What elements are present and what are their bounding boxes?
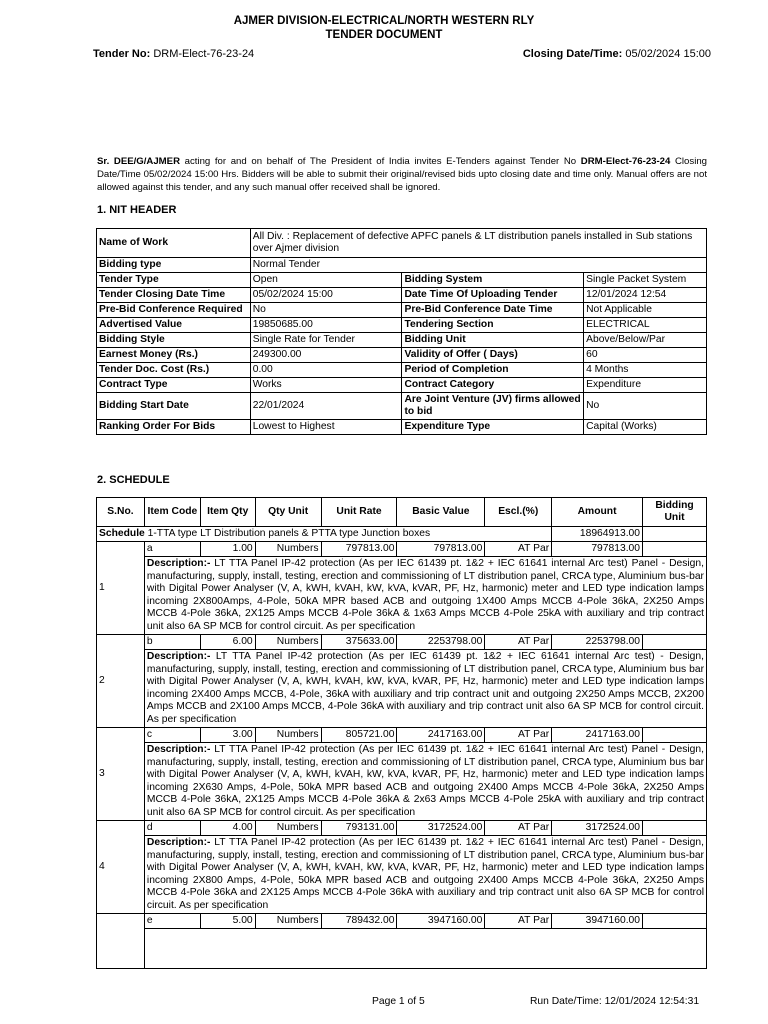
- nit-value: Single Packet System: [584, 273, 707, 288]
- tender-no: [93, 48, 254, 60]
- escalation: AT Par: [485, 914, 552, 929]
- item-description: [144, 743, 706, 821]
- schedule-column-header: Basic Value: [397, 498, 485, 527]
- nit-value: 60: [584, 348, 707, 363]
- nit-value: Lowest to Highest: [250, 420, 402, 435]
- item-qty: 6.00: [200, 635, 255, 650]
- item-qty: 3.00: [200, 728, 255, 743]
- schedule-item-row: [97, 542, 707, 557]
- basic-value: 3947160.00: [397, 914, 485, 929]
- nit-row: [97, 333, 707, 348]
- nit-value: Not Applicable: [584, 303, 707, 318]
- tender-no-value: DRM-Elect-76-23-24: [153, 48, 255, 60]
- nit-row: [97, 378, 707, 393]
- schedule-description-row: [97, 929, 707, 969]
- schedule-description-row: [97, 743, 707, 821]
- bidding-unit: [643, 728, 707, 743]
- nit-row: [97, 363, 707, 378]
- schedule-header-row: [97, 498, 707, 527]
- unit-rate: 793131.00: [321, 821, 397, 836]
- intro-text-2: Closing Date/Time 05/02/2024 15:00 Hrs. Bidders will be able to submit their original/revised bids upto closing date and time only. Manual offers are not allowed against this tender, and any such manual offer received shall be ignored.: [97, 156, 707, 193]
- nit-value: 19850685.00: [250, 318, 402, 333]
- nit-label: Pre-Bid Conference Date Time: [402, 303, 584, 318]
- bidding-unit: [643, 821, 707, 836]
- intro-paragraph: [97, 155, 707, 194]
- nit-label: Name of Work: [97, 229, 251, 258]
- qty-unit: Numbers: [255, 635, 321, 650]
- nit-value: 0.00: [250, 363, 402, 378]
- description-label: Description:-: [146, 837, 211, 848]
- nit-row: [97, 348, 707, 363]
- nit-value: No: [250, 303, 402, 318]
- nit-value: 4 Months: [584, 363, 707, 378]
- serial-number: 1: [97, 542, 145, 635]
- nit-value: Single Rate for Tender: [250, 333, 402, 348]
- unit-rate: 797813.00: [321, 542, 397, 557]
- nit-value: 05/02/2024 15:00: [250, 288, 402, 303]
- unit-rate: 805721.00: [321, 728, 397, 743]
- item-code: c: [144, 728, 200, 743]
- nit-label: Date Time Of Uploading Tender: [402, 288, 584, 303]
- item-code: d: [144, 821, 200, 836]
- nit-label: Earnest Money (Rs.): [97, 348, 251, 363]
- nit-label: Ranking Order For Bids: [97, 420, 251, 435]
- item-qty: 4.00: [200, 821, 255, 836]
- schedule-description-row: [97, 557, 707, 635]
- serial-number: 3: [97, 728, 145, 821]
- schedule-column-header: Bidding Unit: [643, 498, 707, 527]
- intro-tender-no: DRM-Elect-76-23-24: [580, 156, 671, 167]
- intro-issuer: Sr. DEE/G/AJMER: [97, 156, 181, 167]
- serial-number: 4: [97, 821, 145, 914]
- schedule-description-row: [97, 650, 707, 728]
- nit-value: Capital (Works): [584, 420, 707, 435]
- schedule-group-bidding-unit: [643, 527, 707, 542]
- nit-value: ELECTRICAL: [584, 318, 707, 333]
- amount: 797813.00: [552, 542, 643, 557]
- nit-label: Tendering Section: [402, 318, 584, 333]
- basic-value: 2417163.00: [397, 728, 485, 743]
- qty-unit: Numbers: [255, 542, 321, 557]
- escalation: AT Par: [485, 821, 552, 836]
- schedule-column-header: Escl.(%): [485, 498, 552, 527]
- qty-unit: Numbers: [255, 728, 321, 743]
- nit-row: [97, 229, 707, 258]
- nit-value: 22/01/2024: [250, 393, 402, 420]
- nit-label: Are Joint Venture (JV) firms allowed to bid: [402, 393, 584, 420]
- nit-row: [97, 273, 707, 288]
- schedule-group-cell: [97, 527, 552, 542]
- qty-unit: Numbers: [255, 914, 321, 929]
- intro-text-1: acting for and on behalf of The President of India invites E-Tenders against Tender No: [180, 156, 581, 167]
- nit-label: Tender Type: [97, 273, 251, 288]
- nit-label: Period of Completion: [402, 363, 584, 378]
- item-qty: 1.00: [200, 542, 255, 557]
- escalation: AT Par: [485, 635, 552, 650]
- nit-row: [97, 420, 707, 435]
- nit-label: Contract Category: [402, 378, 584, 393]
- closing-label: Closing Date/Time:: [522, 48, 623, 60]
- nit-label: Bidding Start Date: [97, 393, 251, 420]
- schedule-item-row: [97, 728, 707, 743]
- schedule-column-header: Item Code: [144, 498, 200, 527]
- escalation: AT Par: [485, 542, 552, 557]
- description-text: LT TTA Panel IP-42 protection (As per IEC 61439 pt. 1&2 + IEC 61641 internal Arc test) Panel - Design, manufacturing, supply, install, testing, erection and commissioning of LT distribution panel, CRCA type, Aluminium bus-bar with Digital Power Analyser (V, A, kWH, kVAH, kW, kVA, kVAR, PF, Hz, harmonic) meter and LED type indication lamps incoming 2X800Amps, 4-Pole, 50kA MPR based ACB and outgoing 1X400 Amps MCCB 4-Pole 36kA, 2X250 Amps MCCB 4-Pole 36kA, 2X125 Amps MCCB 4-Pole 36kA & 1x63 Amps MCCB 4-Pole 25kA with auxiliary and trip contract unit also 6A SP MCB for control circuit. As per specification: [146, 558, 704, 632]
- tender-meta-row: [93, 48, 711, 60]
- nit-row: [97, 303, 707, 318]
- unit-rate: 375633.00: [321, 635, 397, 650]
- escalation: AT Par: [485, 728, 552, 743]
- description-label: Description:-: [146, 744, 211, 755]
- document-title: TENDER DOCUMENT: [325, 29, 443, 41]
- basic-value: 2253798.00: [397, 635, 485, 650]
- schedule-group-label: Schedule: [99, 528, 145, 539]
- item-code: e: [144, 914, 200, 929]
- schedule-column-header: Qty Unit: [255, 498, 321, 527]
- tender-no-label: Tender No:: [93, 48, 151, 60]
- nit-label: Bidding Unit: [402, 333, 584, 348]
- item-code: b: [144, 635, 200, 650]
- schedule-column-header: S.No.: [97, 498, 145, 527]
- amount: 3947160.00: [552, 914, 643, 929]
- schedule-table: [96, 497, 707, 969]
- description-text: LT TTA Panel IP-42 protection (As per IEC 61439 pt. 1&2 + IEC 61641 internal Arc test) - Design, manufacturing, supply, install, testing, erection and commissioning of LT distribution panel, CRCA type, Aluminium bus bar with Digital Power Analyser (V, A, kWH, kVAH, kW, kVA, kVAR, PF, Hz, harmonic) meter and LED type indication lamps incoming 2X400 Amps MCCB, 4-Pole, 36kA with auxiliary and trip contract unit and outgoing 2X250 Amps MCCB, 2X200 Amps MCCB and 2X100 Amps MCCB, 4-Pole 36kA with auxiliary and trip contract unit also 6A SP MCB for control circuit. As per specification: [146, 651, 704, 725]
- bidding-unit: [643, 542, 707, 557]
- nit-table: [96, 228, 707, 435]
- description-label: Description:-: [146, 558, 211, 569]
- qty-unit: Numbers: [255, 821, 321, 836]
- description-label: Description:-: [146, 651, 211, 662]
- serial-number: [97, 914, 145, 969]
- schedule-item-row: [97, 821, 707, 836]
- schedule-column-header: Amount: [552, 498, 643, 527]
- nit-value: Open: [250, 273, 402, 288]
- amount: 3172524.00: [552, 821, 643, 836]
- item-description: [144, 650, 706, 728]
- nit-row: [97, 288, 707, 303]
- schedule-item-row: [97, 914, 707, 929]
- nit-label: Bidding type: [97, 258, 251, 273]
- nit-label: Bidding System: [402, 273, 584, 288]
- closing-value: 05/02/2024 15:00: [625, 48, 711, 60]
- amount: 2253798.00: [552, 635, 643, 650]
- nit-label: Pre-Bid Conference Required: [97, 303, 251, 318]
- amount: 2417163.00: [552, 728, 643, 743]
- nit-label: Expenditure Type: [402, 420, 584, 435]
- nit-value: No: [584, 393, 707, 420]
- nit-value: 249300.00: [250, 348, 402, 363]
- schedule-item-row: [97, 635, 707, 650]
- schedule-group-text: 1-TTA type LT Distribution panels & PTTA type Junction boxes: [144, 528, 431, 539]
- schedule-title: 2. SCHEDULE: [97, 474, 170, 486]
- schedule-column-header: Unit Rate: [321, 498, 397, 527]
- basic-value: 3172524.00: [397, 821, 485, 836]
- bidding-unit: [643, 635, 707, 650]
- serial-number: 2: [97, 635, 145, 728]
- nit-row: [97, 393, 707, 420]
- nit-label: Validity of Offer ( Days): [402, 348, 584, 363]
- page-number: Page 1 of 5: [372, 996, 425, 1007]
- nit-label: Advertised Value: [97, 318, 251, 333]
- nit-label: Bidding Style: [97, 333, 251, 348]
- nit-value: Normal Tender: [250, 258, 706, 273]
- item-qty: 5.00: [200, 914, 255, 929]
- schedule-description-row: [97, 836, 707, 914]
- schedule-group-row: [97, 527, 707, 542]
- closing-datetime: [523, 48, 711, 60]
- run-datetime: Run Date/Time: 12/01/2024 12:54:31: [530, 996, 700, 1007]
- item-code: a: [144, 542, 200, 557]
- nit-row: [97, 318, 707, 333]
- item-description: [144, 557, 706, 635]
- nit-label: Tender Closing Date Time: [97, 288, 251, 303]
- description-text: LT TTA Panel IP-42 protection (As per IEC 61439 pt. 1&2 + IEC 61641 internal Arc test) Panel - Design, manufacturing, supply, install, testing, erection and commissioning of LT distribution panel, CRCA type, Aluminium bus-bar with Digital Power Analyser (V, A, kWH, kVAH, kW, kVA, kVAR, PF, Hz, harmonic) meter and LED type indication lamps incoming 2X800 Amps, 4-Pole, 50kA MPR based ACB and outgoing 2X400 Amps MCCB 4-Pole 36kA, 2X250 Amps MCCB 4-Pole 36kA and 2X125 Amps MCCB 4-Pole 36kA with auxiliary and trip contract unit also 6A SP MCB for control circuit. As per specification: [146, 837, 704, 911]
- description-text: LT TTA Panel IP-42 protection (As per IEC 61439 pt. 1&2 + IEC 61641 internal Arc test) Panel - Design, manufacturing, supply, install, testing, erection and commissioning of LT distribution panel, CRCA type, Aluminium bus bar with Digital Power Analyser (V, A, kWH, kVAH, kW, kVA, kVAR, PF, Hz, harmonic) meter and LED type indication lamps incoming 2X630 Amps, 4-Pole, 50kA MPR based ACB and outgoing 2X400 Amps MCCB 4-Pole 36kA, 2X250 Amps MCCB 4-Pole 36kA, 2X125 Amps MCCB 4-Pole 36kA & 2x63 Amps MCCB 4-Pole 25kA with auxiliary and trip contract unit also 6A SP MCB for control circuit. As per specification: [146, 744, 704, 818]
- schedule-column-header: Item Qty: [200, 498, 255, 527]
- item-description: [144, 929, 706, 969]
- item-description: [144, 836, 706, 914]
- bidding-unit: [643, 914, 707, 929]
- nit-value: Expenditure: [584, 378, 707, 393]
- nit-label: Tender Doc. Cost (Rs.): [97, 363, 251, 378]
- division-title: AJMER DIVISION-ELECTRICAL/NORTH WESTERN RLY: [233, 15, 535, 27]
- nit-value: Above/Below/Par: [584, 333, 707, 348]
- nit-row: [97, 258, 707, 273]
- nit-value: Works: [250, 378, 402, 393]
- schedule-group-amount: 18964913.00: [552, 527, 643, 542]
- nit-header-title: 1. NIT HEADER: [97, 204, 177, 216]
- nit-label: Contract Type: [97, 378, 251, 393]
- nit-value: 12/01/2024 12:54: [584, 288, 707, 303]
- unit-rate: 789432.00: [321, 914, 397, 929]
- basic-value: 797813.00: [397, 542, 485, 557]
- nit-value: All Div. : Replacement of defective APFC panels & LT distribution panels installed in Sub stations over Ajmer division: [250, 229, 706, 258]
- document-header: [0, 14, 768, 42]
